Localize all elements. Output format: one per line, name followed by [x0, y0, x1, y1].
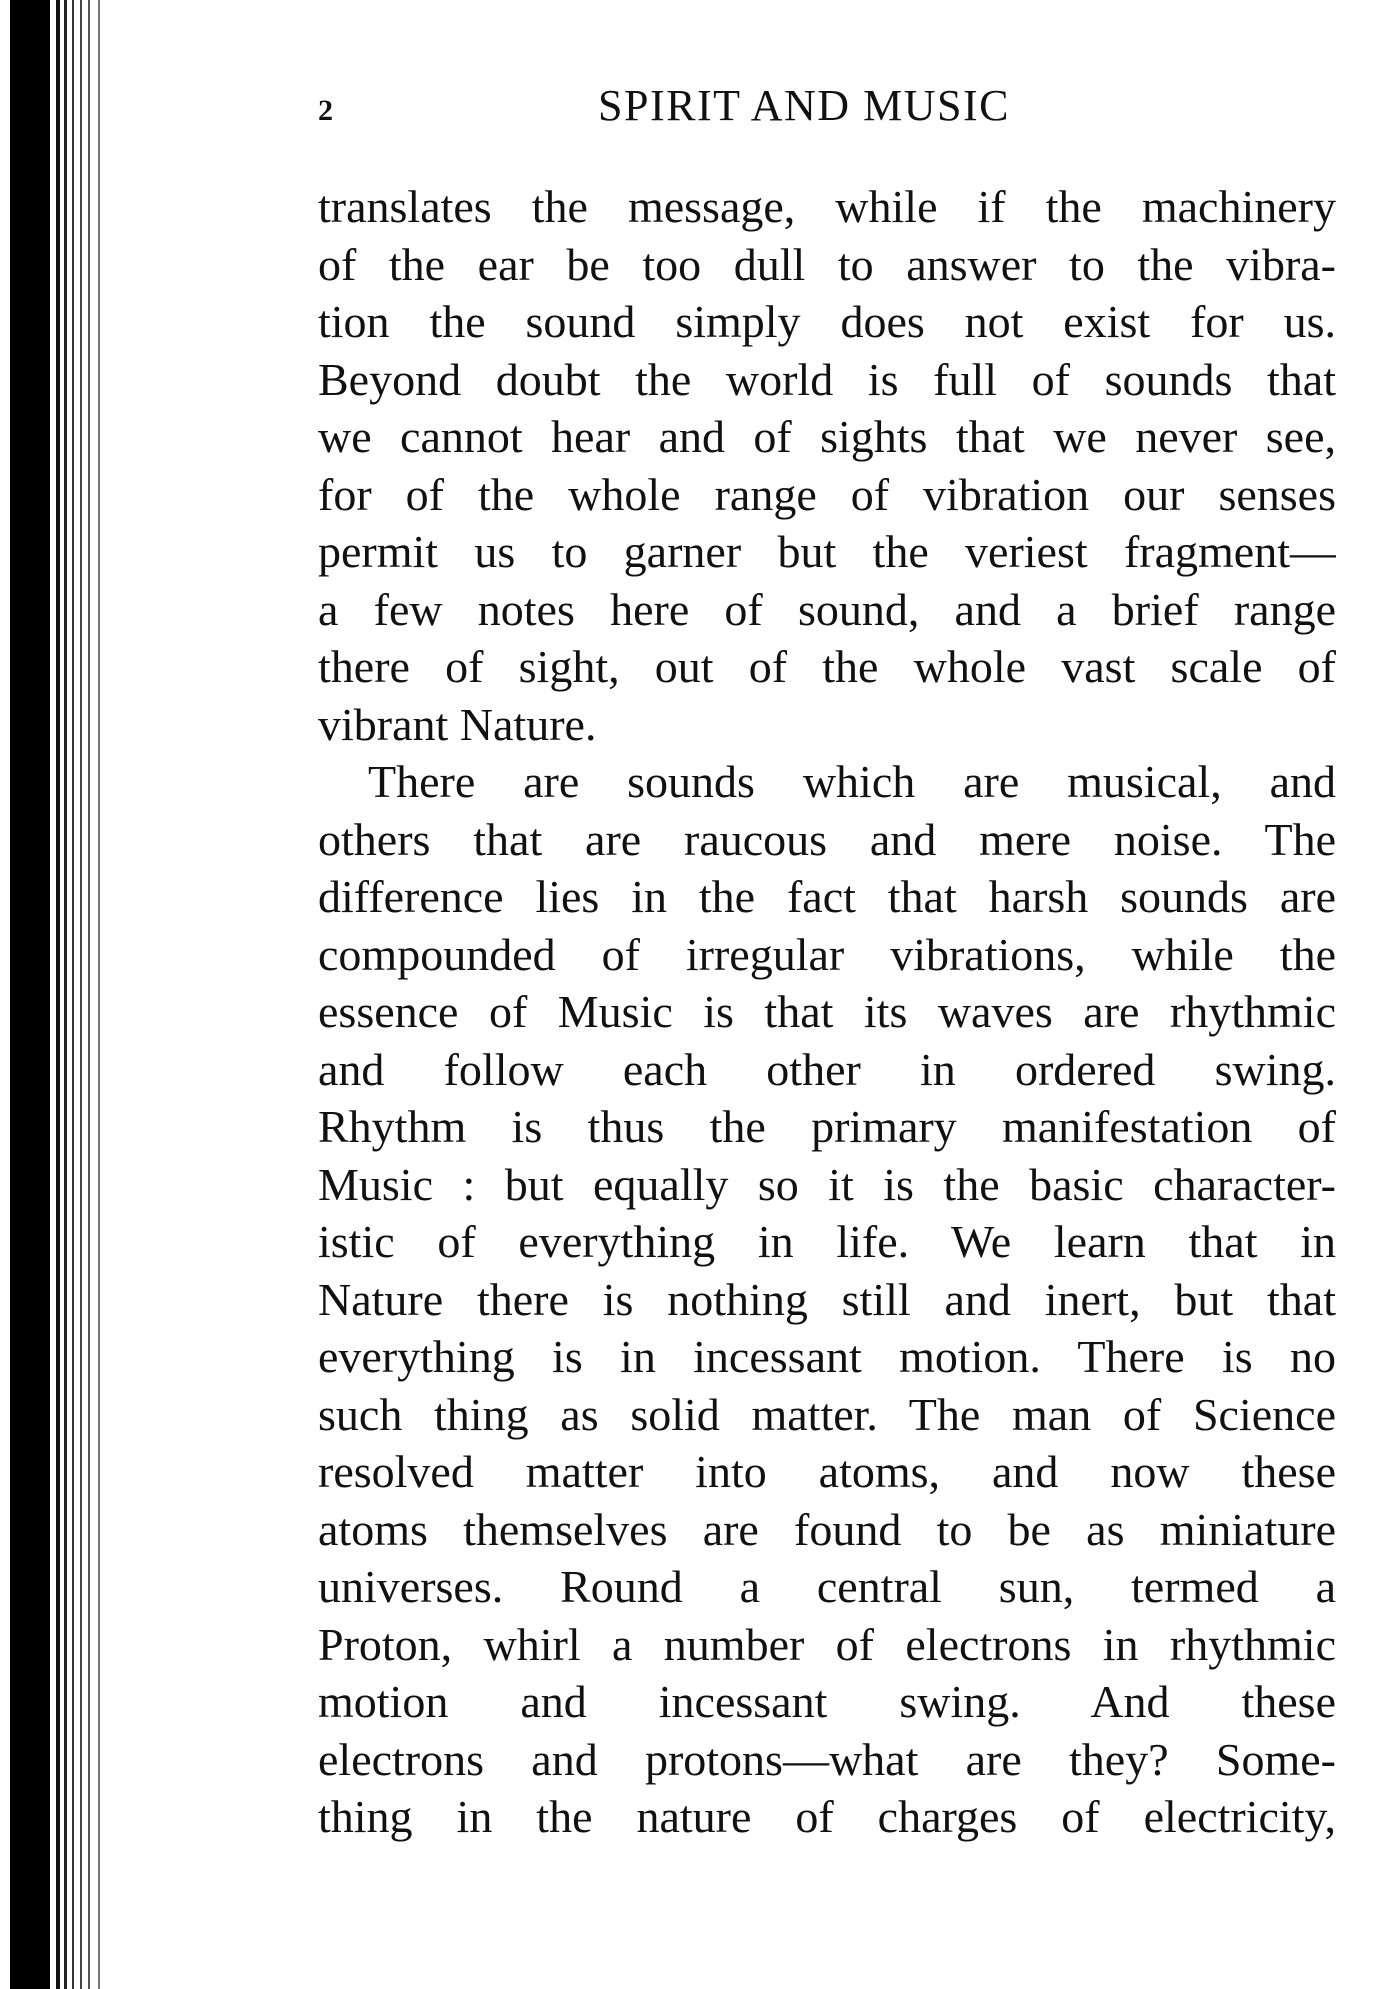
text-line: difference lies in the fact that harsh sounds are	[318, 871, 1336, 922]
text-line: Rhythm is thus the primary manifestation of	[318, 1101, 1336, 1152]
text-line: istic of everything in life. We learn that in	[318, 1216, 1336, 1267]
text-line: Music : but equally so it is the basic character-	[318, 1158, 1336, 1210]
text-line: others that are raucous and mere noise. The	[318, 813, 1336, 865]
text-line: Proton, whirl a number of electrons in rhythmic	[318, 1618, 1336, 1670]
text-line: tion the sound simply does not exist for us.	[318, 296, 1336, 347]
text-line: for of the whole range of vibration our senses	[318, 468, 1336, 520]
paragraph-2	[318, 753, 1336, 1846]
page-number: 2	[318, 94, 334, 127]
text-line: compounded of irregular vibrations, while the	[318, 928, 1336, 980]
paragraph-1	[318, 178, 1336, 753]
running-title: SPIRIT AND MUSIC	[598, 81, 1010, 130]
text-line: electrons and protons—what are they? Some-	[318, 1733, 1336, 1785]
text-line: resolved matter into atoms, and now these	[318, 1446, 1336, 1497]
text-line: atoms themselves are found to be as miniature	[318, 1503, 1336, 1555]
text-line: Nature there is nothing still and inert, but that	[318, 1273, 1336, 1325]
binding-edge	[0, 0, 118, 1989]
text-line: essence of Music is that its waves are rhythmic	[318, 986, 1336, 1037]
text-line: a few notes here of sound, and a brief range	[318, 583, 1336, 635]
text-line: permit us to garner but the veriest fragment—	[318, 526, 1336, 577]
running-head	[318, 80, 1336, 140]
text-line: there of sight, out of the whole vast scale of	[318, 641, 1336, 692]
text-line: Beyond doubt the world is full of sounds that	[318, 353, 1336, 405]
text-line: of the ear be too dull to answer to the vibra-	[318, 238, 1336, 290]
text-line: vibrant Nature.	[318, 698, 597, 750]
text-line: everything is in incessant motion. There is no	[318, 1331, 1336, 1382]
text-line: such thing as solid matter. The man of Science	[318, 1388, 1336, 1440]
text-line: translates the message, while if the machinery	[318, 181, 1336, 232]
text-line: we cannot hear and of sights that we never see,	[318, 411, 1336, 462]
body-text	[318, 178, 1336, 1846]
text-line: motion and incessant swing. And these	[318, 1676, 1336, 1727]
text-line: and follow each other in ordered swing.	[318, 1043, 1336, 1095]
text-line: There are sounds which are musical, and	[368, 756, 1336, 807]
text-line: universes. Round a central sun, termed a	[318, 1561, 1336, 1612]
text-line: thing in the nature of charges of electricity,	[318, 1791, 1336, 1842]
